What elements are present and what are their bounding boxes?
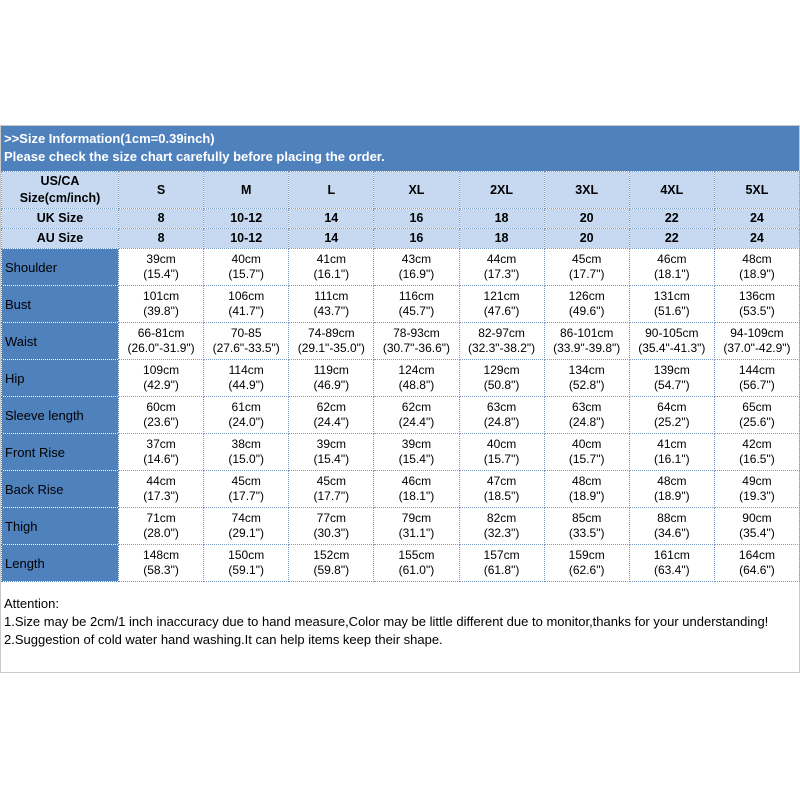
measure-row-back-rise	[2, 471, 800, 508]
measure-row-length	[2, 545, 800, 582]
measure-cm: 79cm	[401, 511, 432, 525]
measure-inch: (15.4")	[313, 452, 350, 466]
measure-cm: 61cm	[231, 400, 261, 414]
uk-size-value: 20	[544, 209, 629, 229]
measure-inch: (53.5")	[739, 304, 775, 318]
measure-inch: (16.1")	[654, 452, 690, 466]
measure-cm: 40cm	[231, 252, 261, 266]
measure-cm: 148cm	[143, 548, 180, 562]
measure-cm: 134cm	[568, 363, 605, 377]
measure-cell	[374, 397, 459, 434]
measure-inch: (54.7")	[654, 378, 690, 392]
measure-cm: 94-109cm	[730, 326, 784, 340]
measure-cell	[289, 249, 374, 286]
size-header-s: S	[119, 172, 204, 209]
measure-cm: 41cm	[657, 437, 687, 451]
measure-cell	[544, 286, 629, 323]
measure-cell	[374, 360, 459, 397]
measure-inch: (64.6")	[739, 563, 775, 577]
measure-cm: 90-105cm	[645, 326, 699, 340]
measure-row-bust	[2, 286, 800, 323]
measure-inch: (24.8")	[483, 415, 520, 429]
measure-inch: (33.9"-39.8")	[553, 341, 621, 355]
measure-cm: 45cm	[572, 252, 602, 266]
measure-cell	[714, 471, 799, 508]
measure-cm: 64cm	[657, 400, 687, 414]
measure-cell	[289, 508, 374, 545]
banner-subtitle: Please check the size chart carefully before placing the order.	[4, 149, 385, 164]
measure-cm: 161cm	[653, 548, 690, 562]
measure-inch: (37.0"-42.9")	[723, 341, 791, 355]
measure-cell	[629, 286, 714, 323]
measure-cell	[544, 323, 629, 360]
banner-title: >>Size Information(1cm=0.39inch)	[4, 131, 215, 146]
measure-cell	[289, 360, 374, 397]
size-chart-sheet	[0, 125, 800, 673]
measure-row-sleeve-length	[2, 397, 800, 434]
measure-inch: (43.7")	[313, 304, 350, 318]
measure-cm: 139cm	[653, 363, 690, 377]
measure-cell	[459, 286, 544, 323]
measure-cm: 41cm	[316, 252, 346, 266]
measure-cm: 111cm	[314, 289, 349, 303]
uk-size-value: 18	[459, 209, 544, 229]
measure-cell	[204, 434, 289, 471]
measure-row-waist	[2, 323, 800, 360]
measure-inch: (62.6")	[568, 563, 605, 577]
measure-cm: 159cm	[568, 548, 605, 562]
attention-note-2: 2.Suggestion of cold water hand washing.It can help items keep their shape.	[4, 632, 443, 647]
measure-cell	[714, 286, 799, 323]
measure-cm: 48cm	[657, 474, 687, 488]
measure-cell	[459, 434, 544, 471]
row-label-hip: Hip	[2, 360, 119, 397]
measure-inch: (17.3")	[483, 267, 520, 281]
uk-size-row	[2, 209, 800, 229]
measure-cell	[119, 471, 204, 508]
au-size-row	[2, 229, 800, 249]
measure-inch: (39.8")	[143, 304, 179, 318]
measure-inch: (14.6")	[143, 452, 179, 466]
measure-inch: (35.4")	[739, 526, 775, 540]
measure-cm: 164cm	[738, 548, 775, 562]
measure-cm: 106cm	[228, 289, 265, 303]
measure-cm: 38cm	[231, 437, 261, 451]
measure-cm: 48cm	[742, 252, 772, 266]
measure-cm: 60cm	[146, 400, 176, 414]
measure-cell	[459, 360, 544, 397]
measure-cm: 78-93cm	[393, 326, 440, 340]
size-header-4xl: 4XL	[629, 172, 714, 209]
measure-cell	[629, 508, 714, 545]
measure-inch: (18.1")	[654, 267, 690, 281]
size-info-banner	[1, 126, 799, 171]
measure-inch: (15.4")	[398, 452, 435, 466]
measure-cell	[459, 471, 544, 508]
measure-inch: (29.1"-35.0")	[297, 341, 365, 355]
measure-cell	[714, 323, 799, 360]
measure-cell	[374, 323, 459, 360]
size-table	[1, 171, 800, 582]
measure-inch: (26.0"-31.9")	[127, 341, 195, 355]
measure-cm: 74-89cm	[307, 326, 355, 340]
measure-inch: (51.6")	[654, 304, 690, 318]
measure-inch: (15.7")	[568, 452, 605, 466]
measure-cm: 121cm	[483, 289, 520, 303]
measure-cell	[119, 545, 204, 582]
measure-inch: (41.7")	[228, 304, 264, 318]
measure-cm: 144cm	[738, 363, 775, 377]
measure-inch: (16.9")	[398, 267, 435, 281]
measure-inch: (25.6")	[739, 415, 775, 429]
measure-cell	[714, 434, 799, 471]
row-label-bust: Bust	[2, 286, 119, 323]
uk-size-value: 24	[714, 209, 799, 229]
measure-inch: (18.9")	[739, 267, 775, 281]
measure-cell	[714, 545, 799, 582]
measure-cm: 48cm	[572, 474, 602, 488]
measure-cm: 150cm	[228, 548, 265, 562]
measure-cell	[459, 323, 544, 360]
measure-inch: (15.4")	[143, 267, 179, 281]
measure-inch: (16.1")	[313, 267, 350, 281]
au-size-value: 18	[459, 229, 544, 249]
measure-inch: (52.8")	[568, 378, 605, 392]
size-header-m: M	[204, 172, 289, 209]
row-label-thigh: Thigh	[2, 508, 119, 545]
uk-size-value: 14	[289, 209, 374, 229]
measure-cell	[289, 397, 374, 434]
measure-cell	[544, 434, 629, 471]
measure-inch: (50.8")	[483, 378, 520, 392]
measure-cell	[119, 434, 204, 471]
measure-cell	[544, 360, 629, 397]
corner-line-1: US/CA	[40, 174, 80, 188]
size-header-l: L	[289, 172, 374, 209]
measure-cm: 66-81cm	[137, 326, 185, 340]
measure-cell	[544, 249, 629, 286]
au-size-value: 10-12	[204, 229, 289, 249]
measure-row-shoulder	[2, 249, 800, 286]
measure-inch: (56.7")	[739, 378, 775, 392]
measure-cell	[119, 508, 204, 545]
measure-cm: 45cm	[231, 474, 261, 488]
measure-cell	[289, 471, 374, 508]
measure-cell	[374, 286, 459, 323]
measure-cell	[119, 249, 204, 286]
size-corner-cell	[2, 172, 119, 209]
measure-cell	[714, 397, 799, 434]
measure-inch: (18.9")	[654, 489, 690, 503]
measure-cm: 82-97cm	[478, 326, 525, 340]
attention-notes	[4, 595, 794, 649]
attention-note-1: 1.Size may be 2cm/1 inch inaccuracy due to hand measure,Color may be little different due to monitor,thanks for your understanding!	[4, 614, 769, 629]
measure-cell	[289, 323, 374, 360]
uk-size-value: 8	[119, 209, 204, 229]
measure-cm: 45cm	[316, 474, 346, 488]
measure-inch: (47.6")	[483, 304, 520, 318]
measure-cell	[629, 545, 714, 582]
measure-cm: 129cm	[483, 363, 520, 377]
uk-size-label: UK Size	[2, 209, 119, 229]
au-size-label: AU Size	[2, 229, 119, 249]
measure-cm: 42cm	[742, 437, 772, 451]
measure-inch: (31.1")	[398, 526, 435, 540]
measure-cm: 157cm	[483, 548, 520, 562]
measure-inch: (59.1")	[228, 563, 264, 577]
measure-inch: (18.5")	[483, 489, 520, 503]
measure-inch: (28.0")	[143, 526, 179, 540]
measure-inch: (27.6"-33.5")	[212, 341, 280, 355]
measure-cell	[629, 360, 714, 397]
measure-cm: 44cm	[146, 474, 176, 488]
au-size-value: 8	[119, 229, 204, 249]
measure-cm: 39cm	[401, 437, 432, 451]
measure-inch: (30.3")	[313, 526, 350, 540]
measure-cell	[289, 286, 374, 323]
measure-cm: 65cm	[742, 400, 772, 414]
measure-inch: (24.4")	[398, 415, 435, 429]
measure-cell	[289, 434, 374, 471]
measure-cell	[374, 471, 459, 508]
measure-inch: (19.3")	[739, 489, 775, 503]
row-label-shoulder: Shoulder	[2, 249, 119, 286]
au-size-value: 22	[629, 229, 714, 249]
measure-cell	[374, 434, 459, 471]
measure-cm: 124cm	[398, 363, 435, 377]
measure-cm: 88cm	[657, 511, 687, 525]
measure-cell	[204, 471, 289, 508]
measure-inch: (24.0")	[228, 415, 264, 429]
measure-cell	[119, 360, 204, 397]
measure-cm: 136cm	[738, 289, 775, 303]
measure-inch: (17.7")	[313, 489, 350, 503]
row-label-sleeve-length: Sleeve length	[2, 397, 119, 434]
corner-line-2: Size(cm/inch)	[19, 191, 101, 205]
attention-heading: Attention:	[4, 596, 59, 611]
measure-cell	[459, 508, 544, 545]
row-label-front-rise: Front Rise	[2, 434, 119, 471]
measure-cm: 62cm	[316, 400, 346, 414]
measure-cell	[544, 508, 629, 545]
measure-cell	[204, 249, 289, 286]
measure-cm: 39cm	[146, 252, 176, 266]
measure-cm: 49cm	[742, 474, 772, 488]
measure-cell	[629, 397, 714, 434]
measure-cell	[714, 249, 799, 286]
measure-cm: 152cm	[313, 548, 350, 562]
measure-inch: (17.3")	[143, 489, 179, 503]
measure-cell	[714, 508, 799, 545]
measure-row-thigh	[2, 508, 800, 545]
au-size-value: 16	[374, 229, 459, 249]
measure-inch: (24.4")	[313, 415, 350, 429]
measure-inch: (42.9")	[143, 378, 179, 392]
measure-cm: 155cm	[398, 548, 435, 562]
measure-inch: (44.9")	[228, 378, 264, 392]
measure-row-front-rise	[2, 434, 800, 471]
measure-cell	[374, 249, 459, 286]
row-label-back-rise: Back Rise	[2, 471, 119, 508]
measure-cell	[289, 545, 374, 582]
measure-inch: (25.2")	[654, 415, 690, 429]
measure-cell	[204, 397, 289, 434]
size-header-xl: XL	[374, 172, 459, 209]
measure-inch: (63.4")	[654, 563, 690, 577]
size-header-3xl: 3XL	[544, 172, 629, 209]
measure-inch: (59.8")	[313, 563, 350, 577]
measure-inch: (18.9")	[568, 489, 605, 503]
measure-inch: (17.7")	[228, 489, 264, 503]
au-size-value: 14	[289, 229, 374, 249]
measure-inch: (23.6")	[143, 415, 179, 429]
measure-cell	[544, 471, 629, 508]
measure-cm: 90cm	[742, 511, 772, 525]
measure-cm: 71cm	[146, 511, 176, 525]
measure-cell	[119, 323, 204, 360]
uk-size-value: 16	[374, 209, 459, 229]
measure-inch: (34.6")	[654, 526, 690, 540]
measure-inch: (45.7")	[398, 304, 435, 318]
measure-cell	[204, 508, 289, 545]
measure-cm: 74cm	[231, 511, 261, 525]
measure-cell	[459, 249, 544, 286]
measure-cm: 101cm	[143, 289, 180, 303]
measure-inch: (24.8")	[568, 415, 605, 429]
measure-cm: 39cm	[316, 437, 346, 451]
measure-cell	[629, 249, 714, 286]
measure-cell	[714, 360, 799, 397]
measure-cm: 44cm	[486, 252, 517, 266]
measure-cell	[119, 397, 204, 434]
measure-cm: 40cm	[572, 437, 602, 451]
measure-inch: (46.9")	[313, 378, 350, 392]
measure-cell	[204, 323, 289, 360]
measure-inch: (58.3")	[143, 563, 179, 577]
uk-size-value: 10-12	[204, 209, 289, 229]
measure-cm: 85cm	[572, 511, 602, 525]
measure-cell	[459, 545, 544, 582]
row-label-length: Length	[2, 545, 119, 582]
measure-inch: (35.4"-41.3")	[638, 341, 706, 355]
measure-inch: (61.8")	[483, 563, 520, 577]
measure-inch: (32.3")	[483, 526, 520, 540]
measure-cm: 126cm	[568, 289, 605, 303]
measure-inch: (32.3"-38.2")	[467, 341, 536, 355]
measure-cm: 82cm	[486, 511, 517, 525]
size-header-row	[2, 172, 800, 209]
measure-cm: 70-85	[230, 326, 262, 340]
measure-inch: (18.1")	[398, 489, 435, 503]
measure-cell	[204, 360, 289, 397]
measure-cm: 77cm	[316, 511, 346, 525]
measure-cm: 131cm	[653, 289, 690, 303]
measure-cell	[204, 286, 289, 323]
measure-cell	[459, 397, 544, 434]
measure-cell	[629, 471, 714, 508]
measure-inch: (16.5")	[739, 452, 775, 466]
au-size-value: 20	[544, 229, 629, 249]
measure-cm: 86-101cm	[560, 326, 614, 340]
measure-cell	[374, 545, 459, 582]
measure-cell	[204, 545, 289, 582]
measure-inch: (15.0")	[228, 452, 264, 466]
measure-cm: 62cm	[401, 400, 432, 414]
measure-inch: (30.7"-36.6")	[382, 341, 451, 355]
size-header-2xl: 2XL	[459, 172, 544, 209]
measure-cm: 46cm	[401, 474, 432, 488]
measure-cm: 109cm	[143, 363, 180, 377]
measure-cm: 63cm	[486, 400, 517, 414]
measure-cm: 119cm	[313, 363, 349, 377]
measure-cm: 114cm	[228, 363, 264, 377]
measure-cm: 37cm	[146, 437, 176, 451]
measure-cm: 40cm	[486, 437, 517, 451]
measure-cell	[544, 545, 629, 582]
measure-cell	[629, 323, 714, 360]
measure-cm: 63cm	[572, 400, 602, 414]
measure-cm: 46cm	[657, 252, 687, 266]
au-size-value: 24	[714, 229, 799, 249]
measure-cm: 116cm	[398, 289, 434, 303]
size-header-5xl: 5XL	[714, 172, 799, 209]
measure-inch: (33.5")	[568, 526, 605, 540]
measure-inch: (29.1")	[228, 526, 264, 540]
measure-inch: (49.6")	[568, 304, 605, 318]
measure-cell	[119, 286, 204, 323]
measure-cm: 47cm	[486, 474, 517, 488]
measure-cell	[374, 508, 459, 545]
measure-cell	[544, 397, 629, 434]
measure-inch: (17.7")	[568, 267, 605, 281]
measure-cell	[629, 434, 714, 471]
measure-row-hip	[2, 360, 800, 397]
measure-inch: (15.7")	[228, 267, 264, 281]
uk-size-value: 22	[629, 209, 714, 229]
row-label-waist: Waist	[2, 323, 119, 360]
measure-inch: (61.0")	[398, 563, 435, 577]
measure-inch: (48.8")	[398, 378, 435, 392]
measure-inch: (15.7")	[483, 452, 520, 466]
measure-cm: 43cm	[401, 252, 432, 266]
